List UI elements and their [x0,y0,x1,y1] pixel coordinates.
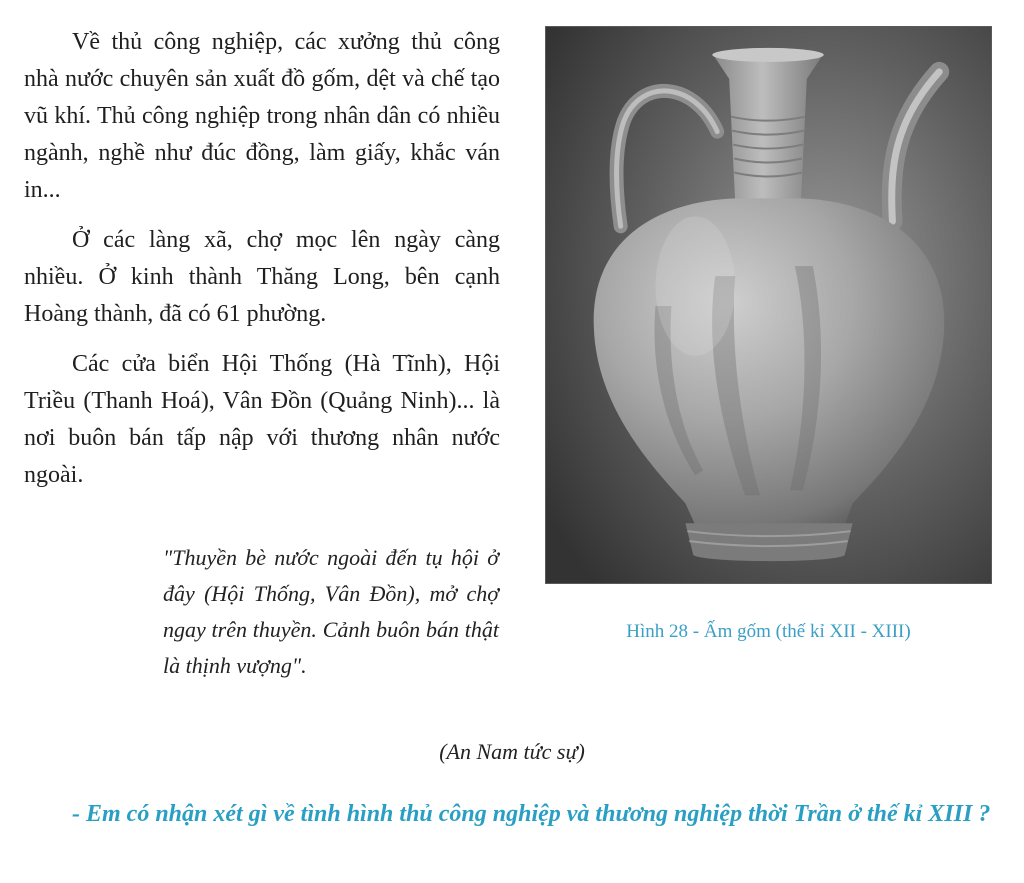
historical-quote: "Thuyền bè nước ngoài đến tụ hội ở đây (Hội Thống, Vân Đồn), mở chợ ngay trên thuyền. Cảnh buôn bán thật là thịnh vượng". [163,545,499,678]
paragraph-seaports: Các cửa biển Hội Thống (Hà Tĩnh), Hội Triều (Thanh Hoá), Vân Đồn (Quảng Ninh)... là nơi buôn bán tấp nập với thương nhân nước ngoài. [24,351,500,488]
figure-ceramic-ewer [545,26,992,584]
ceramic-ewer-photo [546,27,991,583]
body-text-column [24,24,500,494]
paragraph-markets: Ở các làng xã, chợ mọc lên ngày càng nhiều. Ở kinh thành Thăng Long, bên cạnh Hoàng thành, đã có 61 phường. [24,227,500,327]
quote-source: (An Nam tức sự) [439,739,585,764]
review-question: - Em có nhận xét gì về tình hình thủ công nghiệp và thương nghiệp thời Trần ở thế kỉ XIII ? [72,801,991,827]
figure-caption: Hình 28 - Ấm gốm (thế kỉ XII - XIII) [626,621,911,642]
paragraph-handicrafts: Về thủ công nghiệp, các xưởng thủ công nhà nước chuyên sản xuất đồ gốm, dệt và chế tạo vũ khí. Thủ công nghiệp trong nhân dân có nhiều ngành, nghề như đúc đồng, làm giấy, khắc ván in... [24,29,500,203]
